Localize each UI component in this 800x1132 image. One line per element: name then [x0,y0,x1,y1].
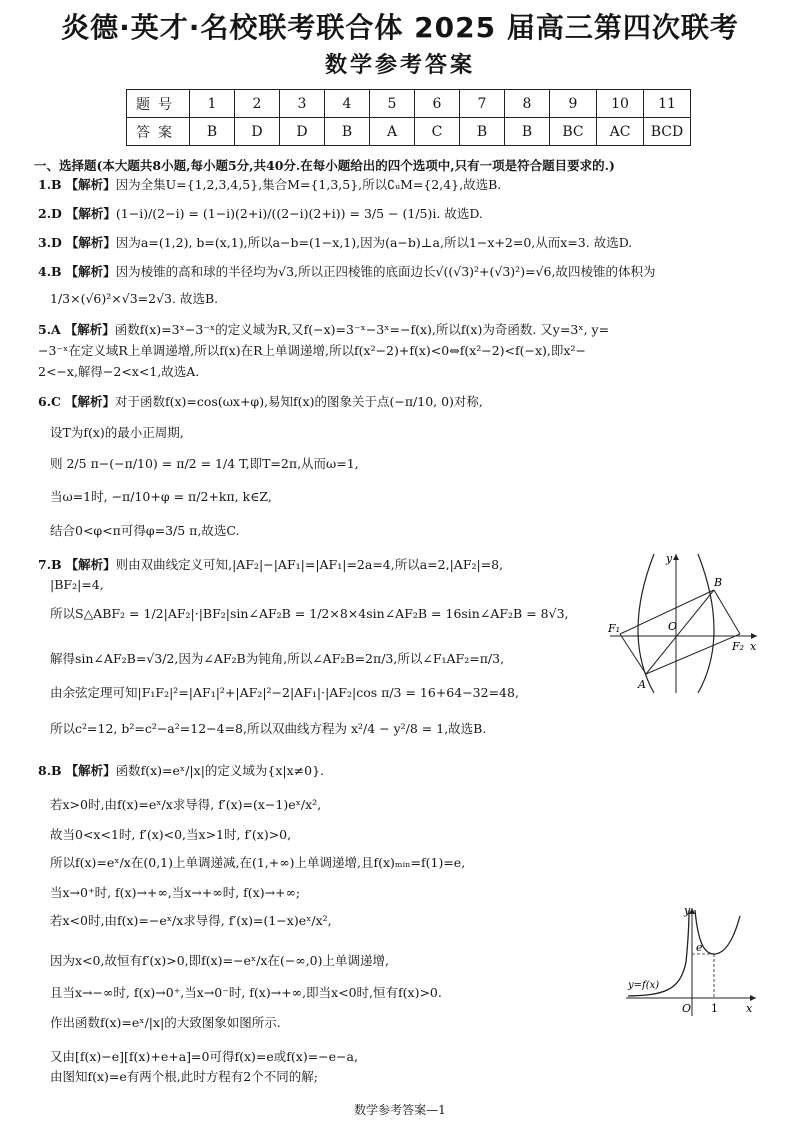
segment-a-b [646,590,714,674]
x-axis-arrow [751,633,757,639]
answer-table-answer-row [127,118,691,146]
page-subtitle: 数学参考答案 [324,53,475,78]
question-number: 9 [550,90,597,118]
solution-line: 若x>0时,由f(x)=eˣ/x求导得, f′(x)=(x−1)eˣ/x², [50,797,322,812]
answer-row-label: 答案 [127,118,190,146]
question-7 [38,556,598,574]
question-number: 10 [597,90,644,118]
answer-table [126,89,691,146]
solution-line: 由余弦定理可知|F₁F₂|²=|AF₁|²+|AF₂|²−2|AF₁|·|AF₂|cos π/3 = 16+64−32=48, [50,685,519,700]
segment-b-f2 [714,590,740,634]
solution-line: 函数f(x)=3ˣ−3⁻ˣ的定义域为R,又f(−x)=3⁻ˣ−3ˣ=−f(x),所以f(x)为奇函数. 又y=3ˣ, y= [114,322,610,337]
question-number-label: 6.C [38,394,61,409]
segment-f1-a [620,634,646,674]
question-number-label: 7.B [38,557,62,572]
page-title: 炎德·英才·名校联考联合体 2025 届高三第四次联考 [61,11,739,44]
answer-cell: B [460,118,505,146]
analysis-tag: 【解析】 [65,264,116,279]
analysis-tag: 【解析】 [65,557,116,572]
x-axis-arrow [750,995,756,1001]
solution-line: 因为全集U={1,2,3,4,5},集合M={1,3,5},所以∁ᵤM={2,4},故选B. [115,177,502,192]
question-3 [38,234,768,252]
answer-cell: AC [597,118,644,146]
y-axis-label: y [666,552,673,565]
answer-cell: C [415,118,460,146]
function-graph-figure [622,902,762,1020]
section-heading: 一、选择题(本大题共8小题,每小题5分,共40分.在每小题给出的四个选项中,只有一项是符合题目要求的.) [34,158,615,173]
minimum-value-label: e [696,941,703,954]
solution-line: 故当0<x<1时, f′(x)<0,当x>1时, f′(x)>0, [50,827,292,842]
curve-label: y=f(x) [628,980,660,991]
hyperbola-right-branch [698,554,714,693]
solution-line: 当ω=1时, −π/10+φ = π/2+kπ, k∈Z, [50,489,272,504]
solution-line: 函数f(x)=eˣ/|x|的定义域为{x|x≠0}. [115,763,325,778]
question-number: 6 [415,90,460,118]
solution-line: 由图知f(x)=e有两个根,此时方程有2个不同的解; [50,1069,318,1084]
question-number: 1 [190,90,235,118]
question-number-label: 2.D [38,206,62,221]
page-footer: 数学参考答案—1 [354,1103,446,1117]
question-2 [38,205,768,223]
answer-cell: D [280,118,325,146]
focus-f2-label: F₂ [732,640,745,653]
segment-a-f2 [646,634,740,674]
solution-line: 所以c²=12, b²=c²−a²=12−4=8,所以双曲线方程为 x²/4 − y²/8 = 1,故选B. [50,721,487,736]
answer-cell: BC [550,118,597,146]
x-axis-label: x [750,640,757,653]
question-number: 7 [460,90,505,118]
question-5 [38,321,768,339]
solution-line: 当x→0⁺时, f(x)→+∞,当x→+∞时, f(x)→+∞; [50,885,301,900]
solution-line: 又由[f(x)−e][f(x)+e+a]=0可得f(x)=e或f(x)=−e−a, [50,1049,358,1064]
analysis-tag: 【解析】 [64,394,115,409]
solution-line: 对于函数f(x)=cos(ωx+φ),易知f(x)的图象关于点(−π/10, 0)对称, [115,394,483,409]
solution-line: 所以S△ABF₂ = 1/2|AF₂|·|BF₂|sin∠AF₂B = 1/2×8×4sin∠AF₂B = 16sin∠AF₂B = 8√3, [50,606,569,621]
question-number: 4 [325,90,370,118]
question-6 [38,393,768,411]
x-axis-label: x [746,1002,753,1015]
question-number-label: 5.A [38,322,61,337]
solution-line: 1/3×(√6)²×√3=2√3. 故选B. [50,291,219,306]
y-axis-label: y [684,904,691,917]
analysis-tag: 【解析】 [65,235,116,250]
solution-line: (1−i)/(2−i) = (1−i)(2+i)/((2−i)(2+i)) = 3/5 − (1/5)i. 故选D. [115,206,483,221]
y-axis-arrow [673,554,679,560]
question-8 [38,762,768,780]
solution-line: 因为x<0,故恒有f′(x)>0,即f(x)=−eˣ/x在(−∞,0)上单调递增, [50,953,389,968]
question-number: 2 [235,90,280,118]
solution-line: 则 2/5 π−(−π/10) = π/2 = 1/4 T,即T=2π,从而ω=1, [50,456,359,471]
point-a-label: A [638,678,646,691]
answer-cell: B [325,118,370,146]
solution-line: 结合0<φ<π可得φ=3/5 π,故选C. [50,523,240,538]
number-row-label: 题号 [127,90,190,118]
solution-line: −3⁻ˣ在定义域R上单调递增,所以f(x)在R上单调递增,所以f(x²−2)+f(x)<0⇔f(x²−2)<f(−x),即x²− [38,343,586,358]
question-number-label: 1.B [38,177,62,192]
question-number: 11 [644,90,691,118]
answer-table-number-row [127,90,691,118]
origin-label: O [668,620,678,633]
analysis-tag: 【解析】 [64,322,115,337]
question-number-label: 3.D [38,235,62,250]
analysis-tag: 【解析】 [65,177,116,192]
answer-cell: B [505,118,550,146]
question-number: 8 [505,90,550,118]
solution-line: 2<−x,解得−2<x<1,故选A. [38,364,200,379]
origin-label: O [682,1002,692,1015]
solution-line: |BF₂|=4, [50,577,104,592]
analysis-tag: 【解析】 [65,763,116,778]
focus-f1-label: F₁ [608,622,621,635]
solution-line: 则由双曲线定义可知,|AF₂|−|AF₁|=|AF₁|=2a=4,所以a=2,|AF₂|=8, [115,557,504,572]
question-4 [38,263,768,281]
solution-line: 作出函数f(x)=eˣ/|x|的大致图象如图所示. [50,1015,281,1030]
question-number-label: 4.B [38,264,62,279]
solution-line: 因为a=(1,2), b=(x,1),所以a−b=(1−x,1),因为(a−b)⊥a,所以1−x+2=0,从而x=3. 故选D. [115,235,633,250]
solution-line: 若x<0时,由f(x)=−eˣ/x求导得, f′(x)=(1−x)eˣ/x², [50,913,332,928]
x-tick-one-label: 1 [711,1002,718,1015]
solution-line: 因为棱锥的高和球的半径均为√3,所以正四棱锥的底面边长√((√3)²+(√3)²)=√6,故四棱锥的体积为 [115,264,656,279]
question-number: 5 [370,90,415,118]
hyperbola-figure [602,548,762,698]
segment-f1-b [620,590,714,634]
question-number-label: 8.B [38,763,62,778]
answer-cell: A [370,118,415,146]
answer-cell: D [235,118,280,146]
solution-line: 所以f(x)=eˣ/x在(0,1)上单调递减,在(1,+∞)上单调递增,且f(x)ₘᵢₙ=f(1)=e, [50,855,466,870]
answer-cell: B [190,118,235,146]
solution-line: 设T为f(x)的最小正周期, [50,425,184,440]
answer-cell: BCD [644,118,691,146]
question-1 [38,176,768,194]
point-b-label: B [714,576,723,589]
analysis-tag: 【解析】 [65,206,116,221]
solution-line: 且当x→−∞时, f(x)→0⁺,当x→0⁻时, f(x)→+∞,即当x<0时,恒有f(x)>0. [50,985,442,1000]
solution-line: 解得sin∠AF₂B=√3/2,因为∠AF₂B为钝角,所以∠AF₂B=2π/3,所以∠F₁AF₂=π/3, [50,651,505,666]
question-number: 3 [280,90,325,118]
